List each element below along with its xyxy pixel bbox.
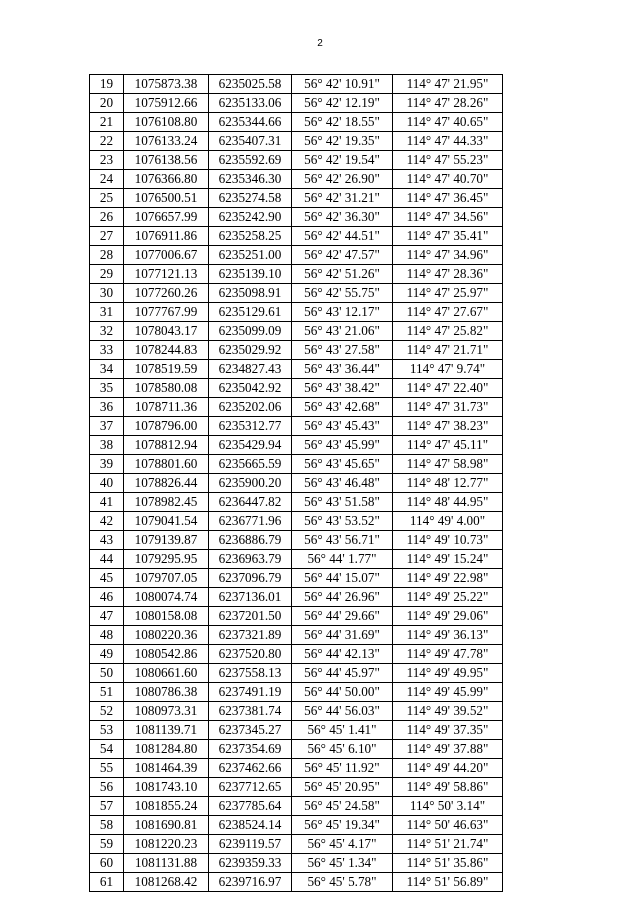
point-number-cell: 61: [90, 873, 124, 892]
y-coordinate-cell: 6235346.30: [209, 170, 292, 189]
table-row: [90, 94, 503, 113]
point-number-cell: 52: [90, 702, 124, 721]
latitude-cell: 56° 43' 45.43": [292, 417, 393, 436]
x-coordinate-cell: 1080220.36: [124, 626, 209, 645]
x-coordinate-cell: 1076108.80: [124, 113, 209, 132]
y-coordinate-cell: 6237201.50: [209, 607, 292, 626]
x-coordinate-cell: 1079139.87: [124, 531, 209, 550]
latitude-cell: 56° 43' 45.99": [292, 436, 393, 455]
latitude-cell: 56° 43' 27.58": [292, 341, 393, 360]
point-number-cell: 22: [90, 132, 124, 151]
y-coordinate-cell: 6236447.82: [209, 493, 292, 512]
x-coordinate-cell: 1075912.66: [124, 94, 209, 113]
longitude-cell: 114° 51' 35.86": [393, 854, 503, 873]
x-coordinate-cell: 1076133.24: [124, 132, 209, 151]
latitude-cell: 56° 44' 56.03": [292, 702, 393, 721]
table-row: [90, 341, 503, 360]
table-row: [90, 683, 503, 702]
x-coordinate-cell: 1078796.00: [124, 417, 209, 436]
point-number-cell: 33: [90, 341, 124, 360]
y-coordinate-cell: 6237491.19: [209, 683, 292, 702]
x-coordinate-cell: 1081139.71: [124, 721, 209, 740]
y-coordinate-cell: 6235133.06: [209, 94, 292, 113]
y-coordinate-cell: 6237381.74: [209, 702, 292, 721]
table-row: [90, 797, 503, 816]
table-row: [90, 284, 503, 303]
latitude-cell: 56° 45' 24.58": [292, 797, 393, 816]
x-coordinate-cell: 1078043.17: [124, 322, 209, 341]
latitude-cell: 56° 42' 36.30": [292, 208, 393, 227]
longitude-cell: 114° 49' 37.35": [393, 721, 503, 740]
latitude-cell: 56° 43' 46.48": [292, 474, 393, 493]
point-number-cell: 31: [90, 303, 124, 322]
y-coordinate-cell: 6237785.64: [209, 797, 292, 816]
x-coordinate-cell: 1079295.95: [124, 550, 209, 569]
y-coordinate-cell: 6237321.89: [209, 626, 292, 645]
y-coordinate-cell: 6236771.96: [209, 512, 292, 531]
y-coordinate-cell: 6236886.79: [209, 531, 292, 550]
longitude-cell: 114° 49' 58.86": [393, 778, 503, 797]
table-row: [90, 265, 503, 284]
latitude-cell: 56° 45' 4.17": [292, 835, 393, 854]
point-number-cell: 24: [90, 170, 124, 189]
y-coordinate-cell: 6239716.97: [209, 873, 292, 892]
latitude-cell: 56° 42' 12.19": [292, 94, 393, 113]
latitude-cell: 56° 44' 31.69": [292, 626, 393, 645]
latitude-cell: 56° 45' 5.78": [292, 873, 393, 892]
latitude-cell: 56° 44' 26.96": [292, 588, 393, 607]
x-coordinate-cell: 1081855.24: [124, 797, 209, 816]
table-row: [90, 151, 503, 170]
longitude-cell: 114° 48' 44.95": [393, 493, 503, 512]
point-number-cell: 57: [90, 797, 124, 816]
longitude-cell: 114° 47' 28.26": [393, 94, 503, 113]
table-row: [90, 303, 503, 322]
table-row: [90, 778, 503, 797]
point-number-cell: 53: [90, 721, 124, 740]
point-number-cell: 47: [90, 607, 124, 626]
y-coordinate-cell: 6237136.01: [209, 588, 292, 607]
point-number-cell: 44: [90, 550, 124, 569]
point-number-cell: 48: [90, 626, 124, 645]
y-coordinate-cell: 6237558.13: [209, 664, 292, 683]
point-number-cell: 36: [90, 398, 124, 417]
y-coordinate-cell: 6235258.25: [209, 227, 292, 246]
point-number-cell: 25: [90, 189, 124, 208]
table-row: [90, 455, 503, 474]
longitude-cell: 114° 47' 28.36": [393, 265, 503, 284]
longitude-cell: 114° 47' 55.23": [393, 151, 503, 170]
x-coordinate-cell: 1081268.42: [124, 873, 209, 892]
x-coordinate-cell: 1079707.05: [124, 569, 209, 588]
x-coordinate-cell: 1080786.38: [124, 683, 209, 702]
table-row: [90, 816, 503, 835]
longitude-cell: 114° 51' 56.89": [393, 873, 503, 892]
table-row: [90, 493, 503, 512]
latitude-cell: 56° 45' 20.95": [292, 778, 393, 797]
longitude-cell: 114° 49' 45.99": [393, 683, 503, 702]
table-row: [90, 132, 503, 151]
table-row: [90, 531, 503, 550]
y-coordinate-cell: 6235344.66: [209, 113, 292, 132]
x-coordinate-cell: 1078580.08: [124, 379, 209, 398]
page-number: 2: [317, 38, 323, 49]
latitude-cell: 56° 42' 51.26": [292, 265, 393, 284]
longitude-cell: 114° 49' 36.13": [393, 626, 503, 645]
point-number-cell: 45: [90, 569, 124, 588]
latitude-cell: 56° 44' 29.66": [292, 607, 393, 626]
y-coordinate-cell: 6238524.14: [209, 816, 292, 835]
table-row: [90, 227, 503, 246]
longitude-cell: 114° 49' 29.06": [393, 607, 503, 626]
longitude-cell: 114° 47' 36.45": [393, 189, 503, 208]
longitude-cell: 114° 47' 9.74": [393, 360, 503, 379]
coordinates-table: [89, 74, 503, 892]
table-row: [90, 189, 503, 208]
y-coordinate-cell: 6236963.79: [209, 550, 292, 569]
x-coordinate-cell: 1076911.86: [124, 227, 209, 246]
point-number-cell: 34: [90, 360, 124, 379]
y-coordinate-cell: 6237462.66: [209, 759, 292, 778]
point-number-cell: 60: [90, 854, 124, 873]
x-coordinate-cell: 1078244.83: [124, 341, 209, 360]
latitude-cell: 56° 42' 47.57": [292, 246, 393, 265]
table-row: [90, 474, 503, 493]
latitude-cell: 56° 43' 21.06": [292, 322, 393, 341]
point-number-cell: 43: [90, 531, 124, 550]
table-row: [90, 322, 503, 341]
point-number-cell: 19: [90, 75, 124, 94]
latitude-cell: 56° 44' 42.13": [292, 645, 393, 664]
point-number-cell: 26: [90, 208, 124, 227]
y-coordinate-cell: 6237520.80: [209, 645, 292, 664]
x-coordinate-cell: 1077767.99: [124, 303, 209, 322]
latitude-cell: 56° 42' 18.55": [292, 113, 393, 132]
latitude-cell: 56° 45' 19.34": [292, 816, 393, 835]
point-number-cell: 32: [90, 322, 124, 341]
table-row: [90, 360, 503, 379]
x-coordinate-cell: 1081220.23: [124, 835, 209, 854]
x-coordinate-cell: 1080542.86: [124, 645, 209, 664]
latitude-cell: 56° 43' 12.17": [292, 303, 393, 322]
latitude-cell: 56° 43' 38.42": [292, 379, 393, 398]
x-coordinate-cell: 1081284.80: [124, 740, 209, 759]
y-coordinate-cell: 6234827.43: [209, 360, 292, 379]
x-coordinate-cell: 1076657.99: [124, 208, 209, 227]
point-number-cell: 42: [90, 512, 124, 531]
y-coordinate-cell: 6235042.92: [209, 379, 292, 398]
longitude-cell: 114° 49' 22.98": [393, 569, 503, 588]
latitude-cell: 56° 45' 1.34": [292, 854, 393, 873]
x-coordinate-cell: 1078801.60: [124, 455, 209, 474]
x-coordinate-cell: 1080158.08: [124, 607, 209, 626]
x-coordinate-cell: 1076500.51: [124, 189, 209, 208]
longitude-cell: 114° 49' 4.00": [393, 512, 503, 531]
longitude-cell: 114° 49' 37.88": [393, 740, 503, 759]
y-coordinate-cell: 6239359.33: [209, 854, 292, 873]
x-coordinate-cell: 1078826.44: [124, 474, 209, 493]
point-number-cell: 49: [90, 645, 124, 664]
table-row: [90, 170, 503, 189]
latitude-cell: 56° 43' 36.44": [292, 360, 393, 379]
y-coordinate-cell: 6235592.69: [209, 151, 292, 170]
point-number-cell: 58: [90, 816, 124, 835]
latitude-cell: 56° 45' 6.10": [292, 740, 393, 759]
x-coordinate-cell: 1081743.10: [124, 778, 209, 797]
table-row: [90, 246, 503, 265]
x-coordinate-cell: 1077006.67: [124, 246, 209, 265]
latitude-cell: 56° 43' 42.68": [292, 398, 393, 417]
y-coordinate-cell: 6235129.61: [209, 303, 292, 322]
x-coordinate-cell: 1081690.81: [124, 816, 209, 835]
point-number-cell: 23: [90, 151, 124, 170]
table-row: [90, 113, 503, 132]
y-coordinate-cell: 6235029.92: [209, 341, 292, 360]
y-coordinate-cell: 6239119.57: [209, 835, 292, 854]
point-number-cell: 37: [90, 417, 124, 436]
latitude-cell: 56° 43' 51.58": [292, 493, 393, 512]
y-coordinate-cell: 6235900.20: [209, 474, 292, 493]
y-coordinate-cell: 6237712.65: [209, 778, 292, 797]
latitude-cell: 56° 42' 10.91": [292, 75, 393, 94]
latitude-cell: 56° 44' 45.97": [292, 664, 393, 683]
table-row: [90, 740, 503, 759]
table-row: [90, 607, 503, 626]
table-row: [90, 512, 503, 531]
x-coordinate-cell: 1075873.38: [124, 75, 209, 94]
y-coordinate-cell: 6235242.90: [209, 208, 292, 227]
table-row: [90, 436, 503, 455]
y-coordinate-cell: 6235274.58: [209, 189, 292, 208]
longitude-cell: 114° 49' 44.20": [393, 759, 503, 778]
y-coordinate-cell: 6235251.00: [209, 246, 292, 265]
y-coordinate-cell: 6235099.09: [209, 322, 292, 341]
point-number-cell: 21: [90, 113, 124, 132]
latitude-cell: 56° 45' 1.41": [292, 721, 393, 740]
longitude-cell: 114° 47' 21.71": [393, 341, 503, 360]
point-number-cell: 40: [90, 474, 124, 493]
point-number-cell: 35: [90, 379, 124, 398]
y-coordinate-cell: 6235312.77: [209, 417, 292, 436]
y-coordinate-cell: 6235098.91: [209, 284, 292, 303]
point-number-cell: 50: [90, 664, 124, 683]
longitude-cell: 114° 47' 34.56": [393, 208, 503, 227]
table-row: [90, 873, 503, 892]
longitude-cell: 114° 47' 22.40": [393, 379, 503, 398]
point-number-cell: 20: [90, 94, 124, 113]
longitude-cell: 114° 47' 31.73": [393, 398, 503, 417]
table-row: [90, 626, 503, 645]
x-coordinate-cell: 1078519.59: [124, 360, 209, 379]
x-coordinate-cell: 1076366.80: [124, 170, 209, 189]
point-number-cell: 27: [90, 227, 124, 246]
longitude-cell: 114° 48' 12.77": [393, 474, 503, 493]
longitude-cell: 114° 47' 58.98": [393, 455, 503, 474]
x-coordinate-cell: 1078711.36: [124, 398, 209, 417]
latitude-cell: 56° 44' 50.00": [292, 683, 393, 702]
point-number-cell: 59: [90, 835, 124, 854]
x-coordinate-cell: 1078812.94: [124, 436, 209, 455]
point-number-cell: 28: [90, 246, 124, 265]
longitude-cell: 114° 47' 40.65": [393, 113, 503, 132]
x-coordinate-cell: 1078982.45: [124, 493, 209, 512]
table-row: [90, 208, 503, 227]
y-coordinate-cell: 6235665.59: [209, 455, 292, 474]
point-number-cell: 54: [90, 740, 124, 759]
longitude-cell: 114° 47' 25.82": [393, 322, 503, 341]
x-coordinate-cell: 1077260.26: [124, 284, 209, 303]
x-coordinate-cell: 1080973.31: [124, 702, 209, 721]
table-row: [90, 417, 503, 436]
latitude-cell: 56° 43' 53.52": [292, 512, 393, 531]
longitude-cell: 114° 47' 34.96": [393, 246, 503, 265]
latitude-cell: 56° 43' 45.65": [292, 455, 393, 474]
longitude-cell: 114° 49' 39.52": [393, 702, 503, 721]
point-number-cell: 51: [90, 683, 124, 702]
longitude-cell: 114° 47' 38.23": [393, 417, 503, 436]
latitude-cell: 56° 42' 26.90": [292, 170, 393, 189]
x-coordinate-cell: 1076138.56: [124, 151, 209, 170]
longitude-cell: 114° 49' 15.24": [393, 550, 503, 569]
x-coordinate-cell: 1079041.54: [124, 512, 209, 531]
latitude-cell: 56° 42' 19.54": [292, 151, 393, 170]
latitude-cell: 56° 42' 55.75": [292, 284, 393, 303]
x-coordinate-cell: 1080661.60: [124, 664, 209, 683]
point-number-cell: 29: [90, 265, 124, 284]
longitude-cell: 114° 49' 47.78": [393, 645, 503, 664]
longitude-cell: 114° 51' 21.74": [393, 835, 503, 854]
x-coordinate-cell: 1081131.88: [124, 854, 209, 873]
table-row: [90, 759, 503, 778]
table-row: [90, 398, 503, 417]
longitude-cell: 114° 49' 49.95": [393, 664, 503, 683]
table-row: [90, 721, 503, 740]
y-coordinate-cell: 6235429.94: [209, 436, 292, 455]
longitude-cell: 114° 49' 10.73": [393, 531, 503, 550]
point-number-cell: 41: [90, 493, 124, 512]
table-row: [90, 645, 503, 664]
longitude-cell: 114° 47' 25.97": [393, 284, 503, 303]
longitude-cell: 114° 47' 35.41": [393, 227, 503, 246]
point-number-cell: 46: [90, 588, 124, 607]
table-row: [90, 588, 503, 607]
table-row: [90, 835, 503, 854]
coordinates-table-body: [90, 75, 503, 892]
latitude-cell: 56° 45' 11.92": [292, 759, 393, 778]
table-row: [90, 550, 503, 569]
table-row: [90, 854, 503, 873]
y-coordinate-cell: 6237354.69: [209, 740, 292, 759]
table-row: [90, 75, 503, 94]
latitude-cell: 56° 42' 19.35": [292, 132, 393, 151]
longitude-cell: 114° 50' 46.63": [393, 816, 503, 835]
point-number-cell: 38: [90, 436, 124, 455]
longitude-cell: 114° 47' 27.67": [393, 303, 503, 322]
longitude-cell: 114° 47' 21.95": [393, 75, 503, 94]
table-row: [90, 379, 503, 398]
latitude-cell: 56° 44' 15.07": [292, 569, 393, 588]
y-coordinate-cell: 6237345.27: [209, 721, 292, 740]
latitude-cell: 56° 44' 1.77": [292, 550, 393, 569]
y-coordinate-cell: 6235025.58: [209, 75, 292, 94]
y-coordinate-cell: 6237096.79: [209, 569, 292, 588]
latitude-cell: 56° 42' 31.21": [292, 189, 393, 208]
longitude-cell: 114° 49' 25.22": [393, 588, 503, 607]
y-coordinate-cell: 6235407.31: [209, 132, 292, 151]
x-coordinate-cell: 1081464.39: [124, 759, 209, 778]
latitude-cell: 56° 42' 44.51": [292, 227, 393, 246]
point-number-cell: 39: [90, 455, 124, 474]
point-number-cell: 30: [90, 284, 124, 303]
table-row: [90, 569, 503, 588]
y-coordinate-cell: 6235202.06: [209, 398, 292, 417]
longitude-cell: 114° 47' 45.11": [393, 436, 503, 455]
latitude-cell: 56° 43' 56.71": [292, 531, 393, 550]
table-row: [90, 702, 503, 721]
table-row: [90, 664, 503, 683]
x-coordinate-cell: 1080074.74: [124, 588, 209, 607]
longitude-cell: 114° 47' 40.70": [393, 170, 503, 189]
longitude-cell: 114° 50' 3.14": [393, 797, 503, 816]
longitude-cell: 114° 47' 44.33": [393, 132, 503, 151]
point-number-cell: 55: [90, 759, 124, 778]
point-number-cell: 56: [90, 778, 124, 797]
y-coordinate-cell: 6235139.10: [209, 265, 292, 284]
x-coordinate-cell: 1077121.13: [124, 265, 209, 284]
